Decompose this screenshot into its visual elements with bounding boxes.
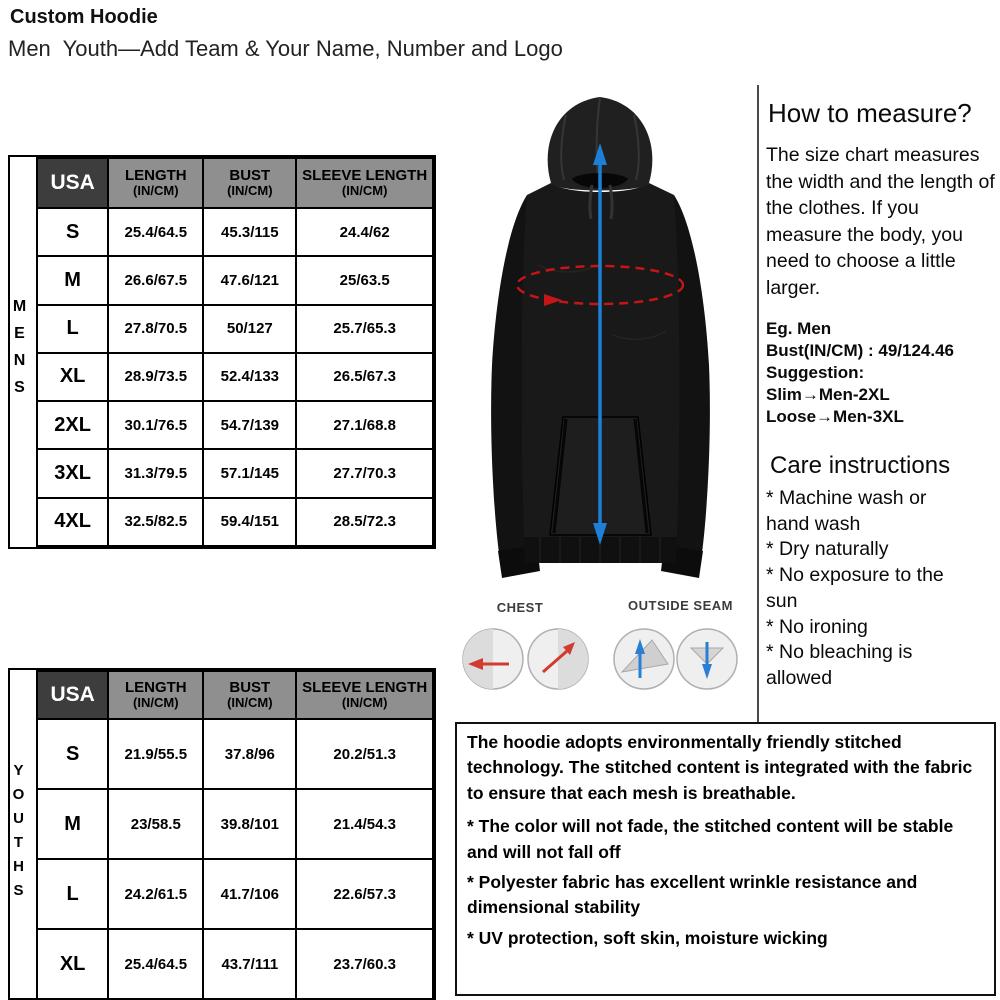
youth-col-usa: USA [37, 671, 108, 719]
size-cell: M [37, 789, 108, 859]
mens-col-length [108, 158, 203, 208]
mens-header-row [37, 158, 433, 208]
how-to-measure-heading: How to measure? [768, 98, 972, 128]
mens-side-label: MENS [11, 298, 28, 406]
bust-cell: 45.3/115 [203, 208, 296, 256]
youth-size-table [8, 668, 436, 1000]
care-item: * Dry naturally [766, 538, 889, 561]
care-instructions-list [766, 486, 952, 692]
youth-col-bust [203, 671, 296, 719]
bust-cell: 39.8/101 [203, 789, 296, 859]
outside-seam-label: OUTSIDE SEAM [628, 598, 733, 613]
length-cell: 32.5/82.5 [108, 498, 203, 546]
length-unit: (IN/CM) [133, 695, 179, 711]
table-row [37, 401, 433, 449]
table-row [37, 449, 433, 497]
size-cell: 4XL [37, 498, 108, 546]
hoodie-photo [448, 85, 753, 595]
bust-cell: 37.8/96 [203, 719, 296, 789]
table-row [37, 353, 433, 401]
sleeve-cell: 24.4/62 [296, 208, 433, 256]
mens-col-sleeve [296, 158, 433, 208]
sleeve-cell: 28.5/72.3 [296, 498, 433, 546]
bust-cell: 54.7/139 [203, 401, 296, 449]
feature-item: * Polyester fabric has excellent wrinkle resistance and dimensional stability [467, 871, 918, 918]
size-cell: XL [37, 353, 108, 401]
vertical-divider [757, 85, 759, 722]
care-item: * No exposure to the sun [766, 564, 944, 612]
youth-header-row [37, 671, 433, 719]
how-to-measure-body: The size chart measures the width and the length of the clothes. If you measure the body, you need to choose a little larger. [766, 144, 995, 299]
table-row [37, 859, 433, 929]
mens-col-usa: USA [37, 158, 108, 208]
sleeve-cell: 26.5/67.3 [296, 353, 433, 401]
chest-detail-icon-2 [528, 629, 588, 689]
length-cell: 28.9/73.5 [108, 353, 203, 401]
example-line: Bust(IN/CM) : 49/124.46 [766, 341, 954, 361]
length-cell: 24.2/61.5 [108, 859, 203, 929]
product-features-box [455, 722, 996, 996]
youth-col-sleeve [296, 671, 433, 719]
table-row [37, 305, 433, 353]
bust-cell: 50/127 [203, 305, 296, 353]
bust-label: BUST [229, 166, 271, 184]
seam-detail-icon-1 [614, 629, 674, 689]
bust-label: BUST [229, 678, 271, 696]
youth-table [36, 670, 434, 1000]
care-item: * Machine wash or hand wash [766, 487, 927, 535]
length-cell: 27.8/70.5 [108, 305, 203, 353]
length-cell: 25.4/64.5 [108, 929, 203, 999]
size-cell: XL [37, 929, 108, 999]
length-cell: 31.3/79.5 [108, 449, 203, 497]
sleeve-label: SLEEVE LENGTH [302, 678, 428, 696]
sleeve-cell: 27.7/70.3 [296, 449, 433, 497]
bust-unit: (IN/CM) [227, 183, 273, 199]
table-row [37, 789, 433, 859]
measure-detail-icons [455, 620, 747, 698]
table-row [37, 929, 433, 999]
size-cell: 2XL [37, 401, 108, 449]
size-cell: S [37, 208, 108, 256]
example-line: Suggestion: [766, 363, 865, 383]
example-line: Loose→Men-3XL [766, 407, 904, 427]
features-intro: The hoodie adopts environmentally friendly stitched technology. The stitched content is integrated with the fabric to ensure that each mesh is breathable. [467, 732, 973, 803]
page-subtitle: Men Youth—Add Team & Your Name, Number and Logo [8, 36, 563, 61]
sleeve-cell: 27.1/68.8 [296, 401, 433, 449]
sleeve-cell: 25/63.5 [296, 256, 433, 304]
table-row [37, 498, 433, 546]
length-cell: 21.9/55.5 [108, 719, 203, 789]
sleeve-cell: 22.6/57.3 [296, 859, 433, 929]
sizing-example [766, 318, 954, 428]
length-cell: 25.4/64.5 [108, 208, 203, 256]
care-item: * No bleaching is allowed [766, 641, 913, 690]
bust-unit: (IN/CM) [227, 695, 273, 711]
bust-cell: 59.4/151 [203, 498, 296, 546]
sleeve-cell: 25.7/65.3 [296, 305, 433, 353]
care-instructions-heading: Care instructions [770, 452, 951, 479]
bust-cell: 43.7/111 [203, 929, 296, 999]
length-label: LENGTH [124, 678, 187, 696]
length-cell: 30.1/76.5 [108, 401, 203, 449]
mens-table [36, 157, 434, 547]
size-cell: L [37, 859, 108, 929]
size-cell: L [37, 305, 108, 353]
chest-label: CHEST [496, 600, 544, 615]
length-cell: 23/58.5 [108, 789, 203, 859]
sleeve-cell: 23.7/60.3 [296, 929, 433, 999]
mens-size-table [8, 155, 436, 549]
length-unit: (IN/CM) [133, 183, 179, 199]
bust-cell: 47.6/121 [203, 256, 296, 304]
size-cell: M [37, 256, 108, 304]
mens-col-bust [203, 158, 296, 208]
bust-cell: 52.4/133 [203, 353, 296, 401]
bust-cell: 41.7/106 [203, 859, 296, 929]
length-label: LENGTH [124, 166, 187, 184]
table-row [37, 208, 433, 256]
size-cell: 3XL [37, 449, 108, 497]
length-cell: 26.6/67.5 [108, 256, 203, 304]
table-row [37, 719, 433, 789]
sleeve-cell: 21.4/54.3 [296, 789, 433, 859]
care-item: * No ironing [766, 615, 868, 638]
feature-item: * UV protection, soft skin, moisture wicking [467, 927, 828, 948]
feature-item: * The color will not fade, the stitched content will be stable and will not fall off [467, 816, 954, 862]
sleeve-cell: 20.2/51.3 [296, 719, 433, 789]
youth-col-length [108, 671, 203, 719]
youth-side-label: YOUTHS [10, 762, 27, 906]
sleeve-label: SLEEVE LENGTH [302, 166, 428, 184]
size-cell: S [37, 719, 108, 789]
example-line: Slim→Men-2XL [766, 385, 890, 405]
sleeve-unit: (IN/CM) [341, 695, 388, 711]
example-line: Eg. Men [766, 319, 832, 338]
seam-detail-icon-2 [677, 629, 737, 689]
page-title: Custom Hoodie [10, 6, 158, 28]
chest-detail-icon-1 [463, 629, 523, 689]
table-row [37, 256, 433, 304]
bust-cell: 57.1/145 [203, 449, 296, 497]
sleeve-unit: (IN/CM) [341, 183, 388, 199]
